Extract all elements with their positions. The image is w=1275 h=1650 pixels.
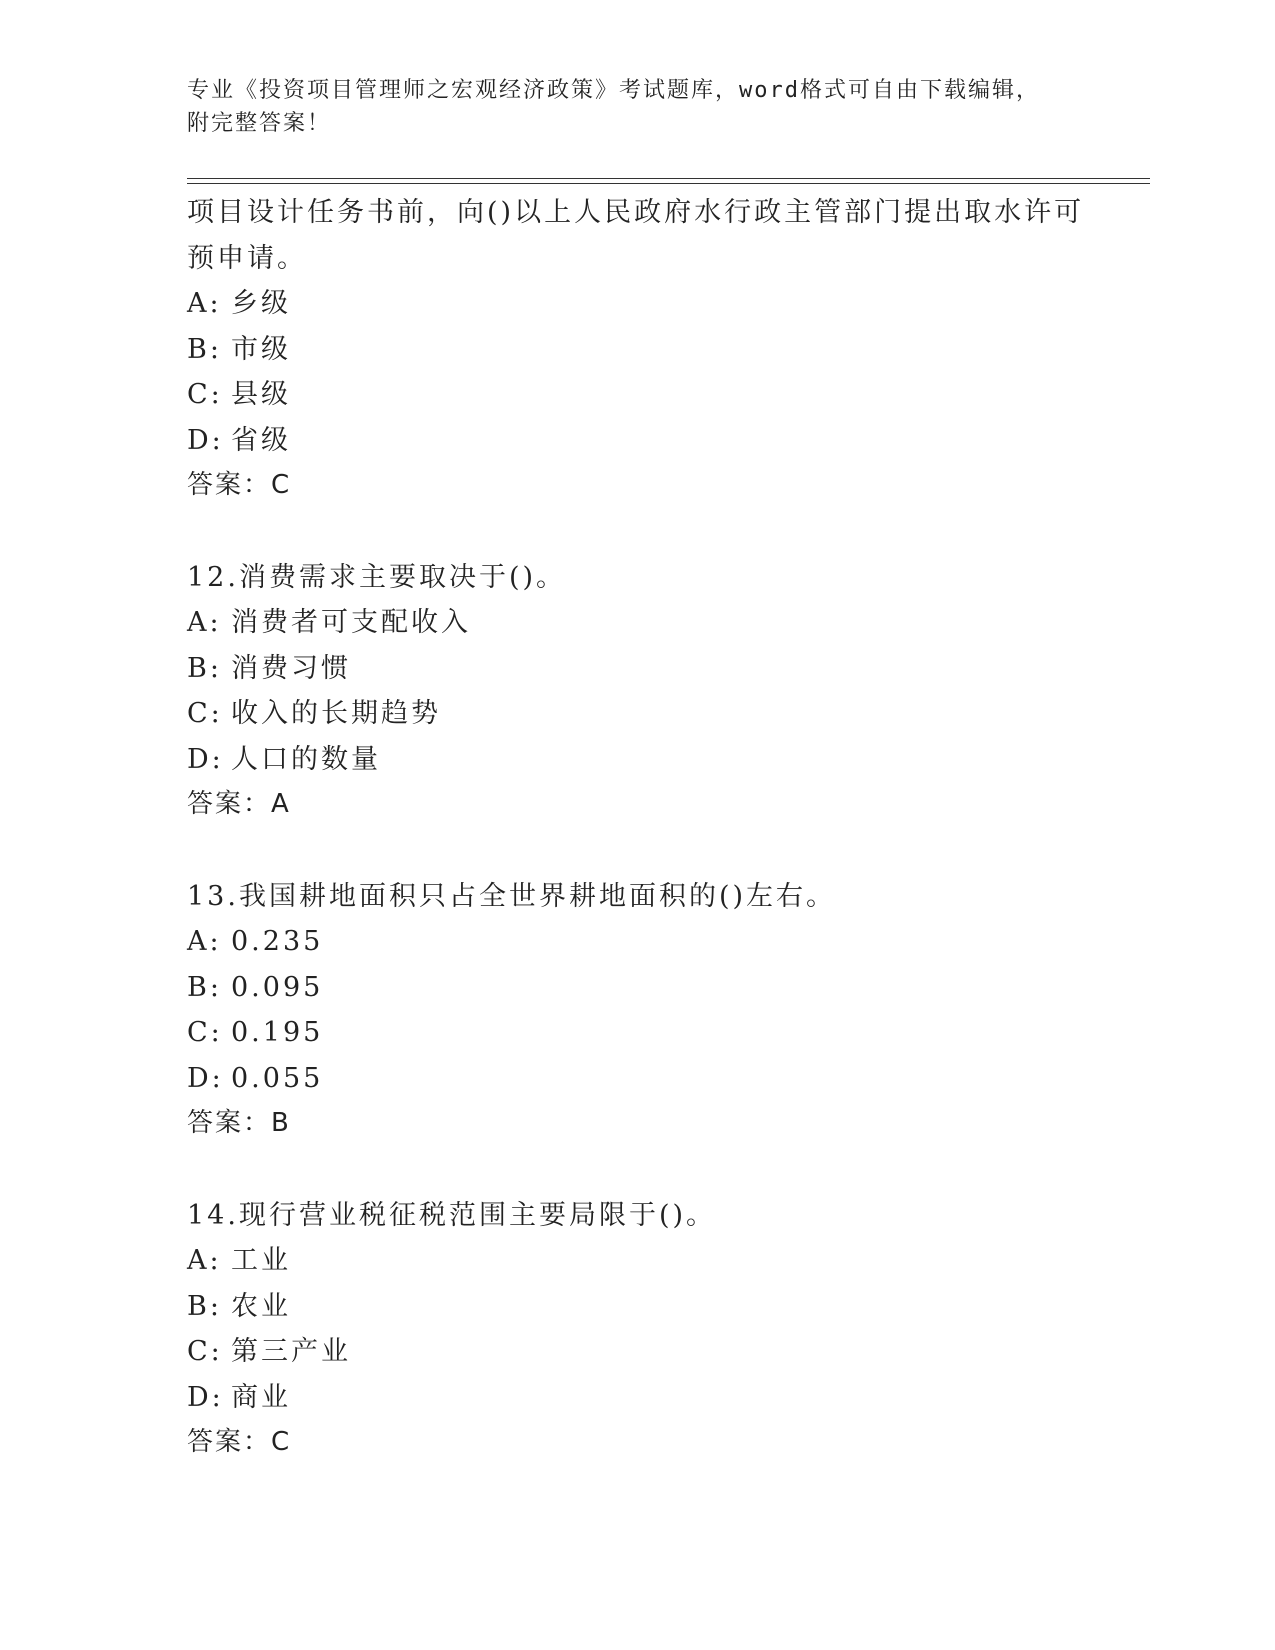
spacer	[187, 509, 1127, 555]
option-c	[187, 691, 1127, 737]
document-header	[187, 74, 1067, 140]
option-text: 第三产业	[231, 1336, 351, 1367]
option-key: C:	[187, 698, 223, 729]
option-text: 省级	[231, 424, 291, 456]
answer-line: 答案：C	[187, 1427, 292, 1457]
option-key: A:	[187, 926, 222, 957]
option-c	[187, 1010, 1127, 1056]
answer-line: 答案：A	[187, 789, 291, 819]
option-key: A:	[187, 607, 222, 638]
option-key: A:	[187, 1245, 222, 1276]
option-c	[187, 1329, 1127, 1375]
header-divider-bottom	[187, 183, 1150, 184]
option-text: 农业	[231, 1290, 291, 1322]
question-stem: 项目设计任务书前，向()以上人民政府水行政主管部门提出取水许可	[187, 197, 1085, 228]
option-text: 消费习惯	[231, 652, 351, 684]
spacer	[187, 1147, 1127, 1193]
option-d	[187, 1056, 1127, 1102]
question-block	[187, 1193, 1127, 1466]
option-text: 0.055	[231, 1062, 324, 1094]
option-key: D:	[187, 1062, 224, 1094]
option-d	[187, 418, 1127, 464]
option-d	[187, 737, 1127, 783]
option-a	[187, 281, 1127, 327]
option-a	[187, 919, 1127, 965]
option-text: 0.095	[231, 971, 324, 1003]
option-key: A:	[187, 288, 222, 319]
header-line-2: 附完整答案！	[187, 111, 332, 136]
option-key: B:	[187, 333, 222, 365]
option-text: 人口的数量	[231, 743, 381, 775]
option-text: 收入的长期趋势	[231, 698, 441, 729]
question-stem: 预申请。	[187, 242, 307, 274]
option-text: 乡级	[231, 288, 291, 319]
answer-line: 答案：B	[187, 1108, 291, 1138]
option-key: D:	[187, 1381, 224, 1413]
option-c	[187, 372, 1127, 418]
option-b	[187, 327, 1127, 373]
option-text: 消费者可支配收入	[231, 607, 471, 638]
question-block	[187, 874, 1127, 1147]
question-list	[187, 190, 1127, 1466]
option-text: 市级	[231, 333, 291, 365]
option-key: C:	[187, 1336, 223, 1367]
spacer	[187, 828, 1127, 874]
option-d	[187, 1375, 1127, 1421]
option-a	[187, 1238, 1127, 1284]
question-block	[187, 555, 1127, 828]
option-text: 0.195	[231, 1017, 324, 1048]
option-text: 县级	[231, 379, 291, 410]
option-b	[187, 965, 1127, 1011]
option-text: 0.235	[231, 926, 324, 957]
option-key: D:	[187, 424, 224, 456]
header-divider-top	[187, 178, 1150, 179]
option-key: C:	[187, 1017, 223, 1048]
option-text: 商业	[231, 1381, 291, 1413]
question-block	[187, 190, 1127, 509]
option-key: C:	[187, 379, 223, 410]
option-text: 工业	[231, 1245, 291, 1276]
option-key: B:	[187, 652, 222, 684]
option-b	[187, 1284, 1127, 1330]
option-a	[187, 600, 1127, 646]
question-stem: 14.现行营业税征税范围主要局限于()。	[187, 1199, 717, 1231]
option-b	[187, 646, 1127, 692]
option-key: B:	[187, 1290, 222, 1322]
question-stem: 12.消费需求主要取决于()。	[187, 561, 567, 593]
answer-line: 答案：C	[187, 470, 292, 500]
question-stem: 13.我国耕地面积只占全世界耕地面积的()左右。	[187, 880, 837, 912]
header-line-1: 专业《投资项目管理师之宏观经济政策》考试题库，word格式可自由下载编辑，	[187, 78, 1040, 103]
option-key: B:	[187, 971, 222, 1003]
option-key: D:	[187, 743, 224, 775]
